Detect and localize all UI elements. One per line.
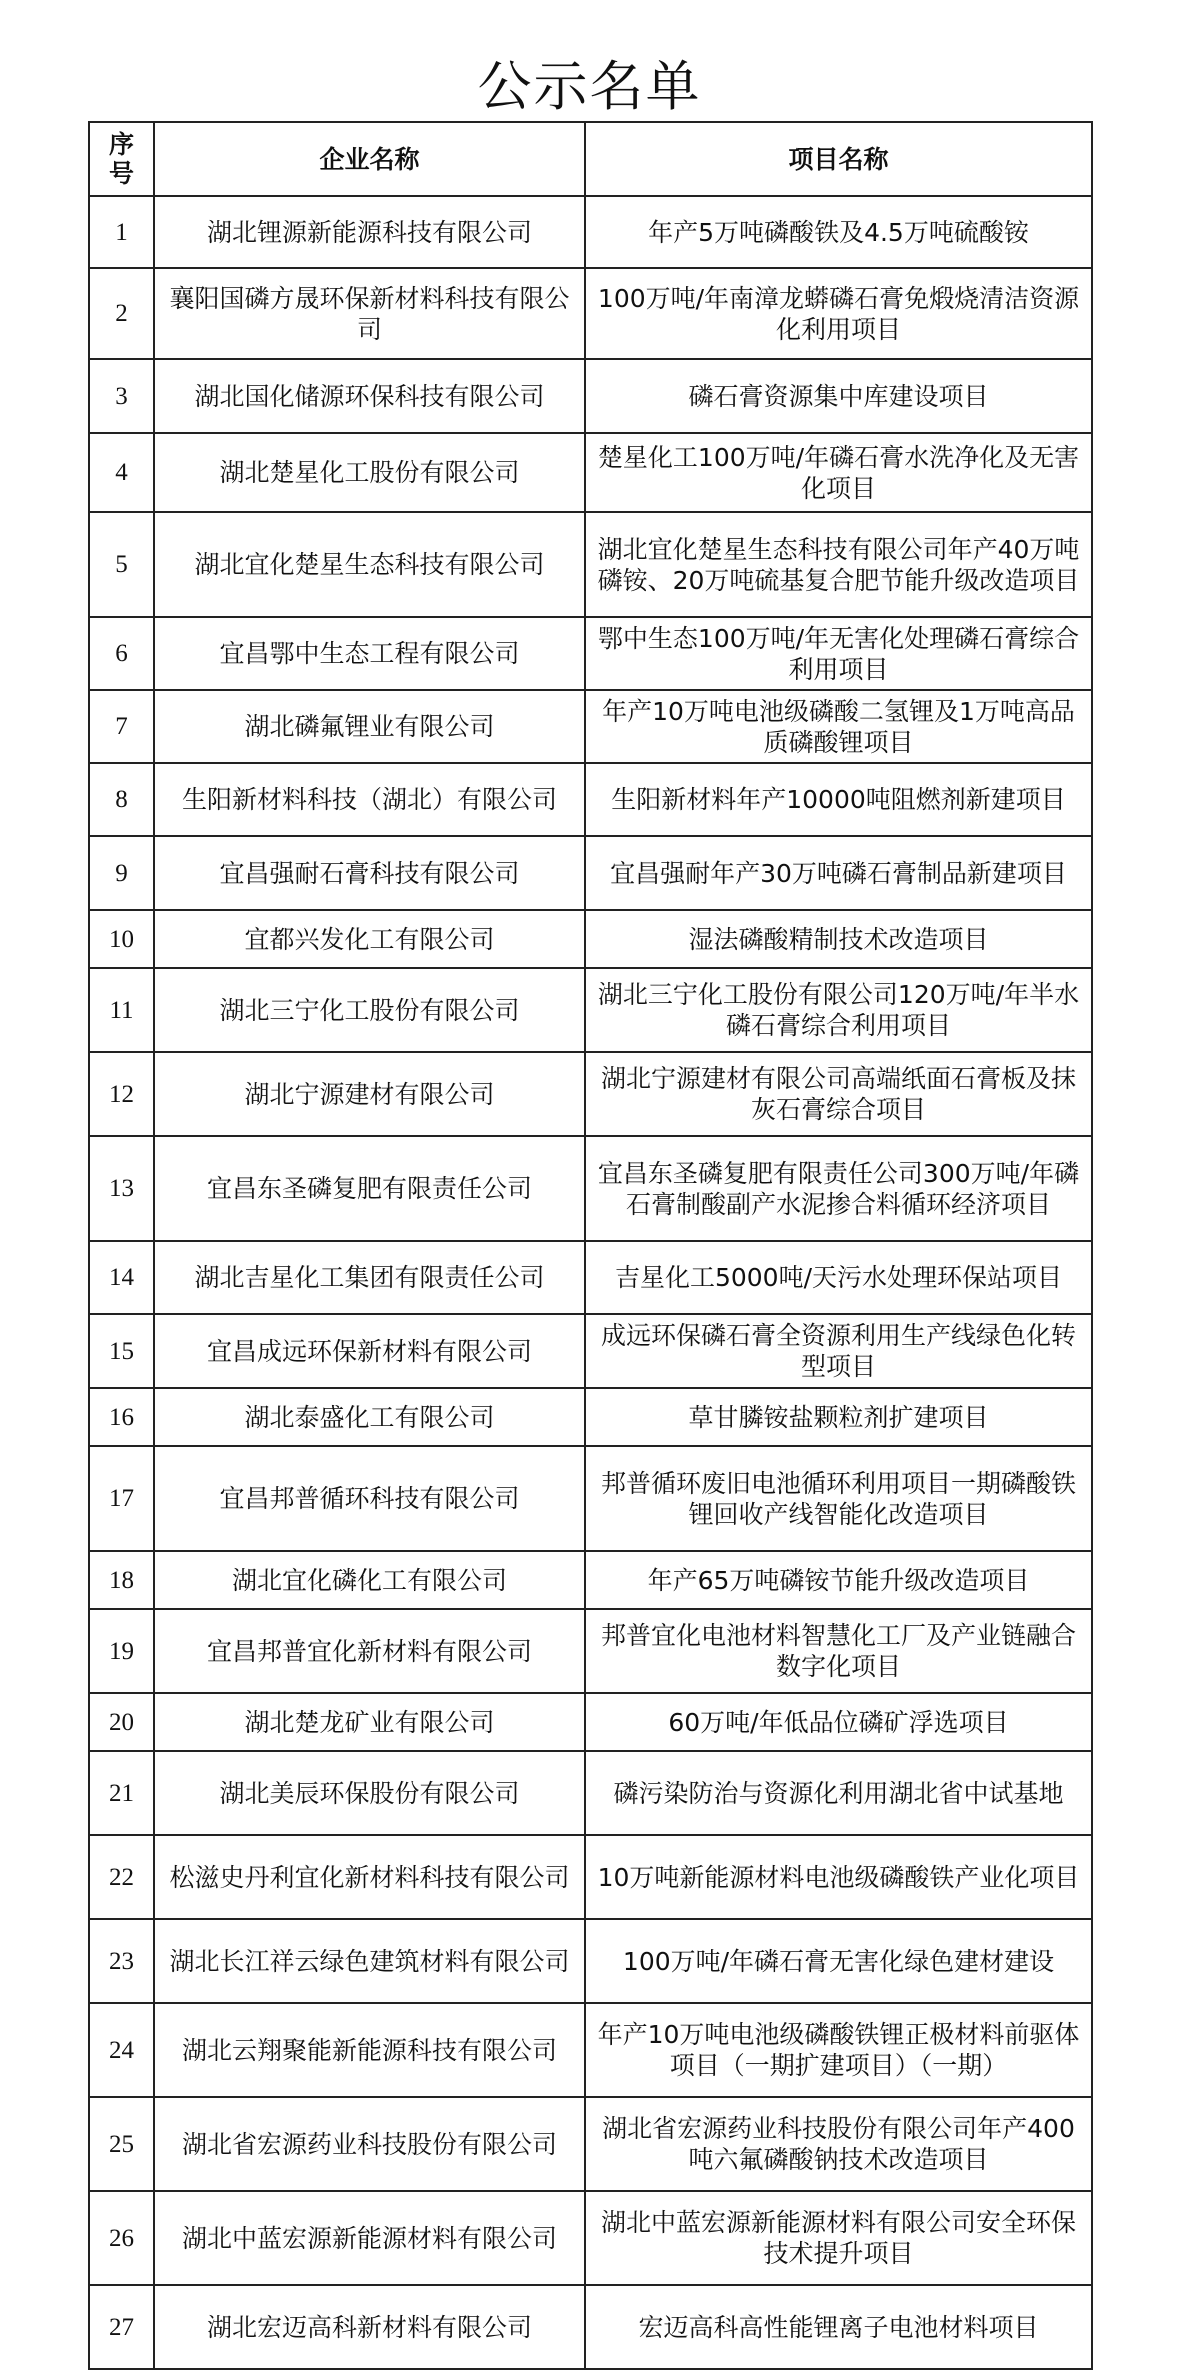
project-name: 年产5万吨磷酸铁及4.5万吨硫酸铵 [585,196,1092,268]
project-name: 生阳新材料年产10000吨阻燃剂新建项目 [585,763,1092,836]
project-name: 楚星化工100万吨/年磷石膏水洗净化及无害化项目 [585,433,1092,512]
company-name: 宜昌邦普宜化新材料有限公司 [154,1609,585,1693]
row-number: 3 [89,359,154,433]
project-name: 湖北三宁化工股份有限公司120万吨/年半水磷石膏综合利用项目 [585,968,1092,1052]
project-name: 吉星化工5000吨/天污水处理环保站项目 [585,1241,1092,1314]
company-name: 湖北美辰环保股份有限公司 [154,1751,585,1835]
project-name: 10万吨新能源材料电池级磷酸铁产业化项目 [585,1835,1092,1919]
table-row [89,690,1092,763]
table-row [89,1052,1092,1136]
row-number: 9 [89,836,154,910]
row-number: 27 [89,2285,154,2369]
table-row [89,1835,1092,1919]
table-row [89,1751,1092,1835]
table-header-row [89,122,1092,196]
row-number: 26 [89,2191,154,2285]
header-project: 项目名称 [585,122,1092,196]
project-name: 湖北宜化楚星生态科技有限公司年产40万吨磷铵、20万吨硫基复合肥节能升级改造项目 [585,512,1092,617]
table-row [89,763,1092,836]
header-company: 企业名称 [154,122,585,196]
row-number: 15 [89,1314,154,1388]
table-row [89,1241,1092,1314]
row-number: 23 [89,1919,154,2003]
table-row [89,196,1092,268]
project-name: 鄂中生态100万吨/年无害化处理磷石膏综合利用项目 [585,617,1092,690]
row-number: 25 [89,2097,154,2191]
project-name: 宏迈高科高性能锂离子电池材料项目 [585,2285,1092,2369]
company-name: 湖北泰盛化工有限公司 [154,1388,585,1446]
table-row [89,2191,1092,2285]
header-seq [89,122,154,196]
company-name: 湖北省宏源药业科技股份有限公司 [154,2097,585,2191]
table-row [89,1314,1092,1388]
project-name: 邦普宜化电池材料智慧化工厂及产业链融合数字化项目 [585,1609,1092,1693]
company-name: 湖北吉星化工集团有限责任公司 [154,1241,585,1314]
company-name: 湖北长江祥云绿色建筑材料有限公司 [154,1919,585,2003]
project-name: 100万吨/年磷石膏无害化绿色建材建设 [585,1919,1092,2003]
project-name: 宜昌强耐年产30万吨磷石膏制品新建项目 [585,836,1092,910]
project-name: 磷石膏资源集中库建设项目 [585,359,1092,433]
row-number: 18 [89,1551,154,1609]
row-number: 22 [89,1835,154,1919]
table-row [89,617,1092,690]
company-name: 宜昌鄂中生态工程有限公司 [154,617,585,690]
row-number: 5 [89,512,154,617]
company-name: 宜都兴发化工有限公司 [154,910,585,968]
company-name: 湖北宁源建材有限公司 [154,1052,585,1136]
table-row [89,512,1092,617]
company-name: 宜昌东圣磷复肥有限责任公司 [154,1136,585,1241]
project-name: 年产10万吨电池级磷酸铁锂正极材料前驱体项目（一期扩建项目）（一期） [585,2003,1092,2097]
row-number: 24 [89,2003,154,2097]
company-name: 湖北云翔聚能新能源科技有限公司 [154,2003,585,2097]
table-row [89,268,1092,359]
project-name: 湖北宁源建材有限公司高端纸面石膏板及抹灰石膏综合项目 [585,1052,1092,1136]
row-number: 8 [89,763,154,836]
project-name: 年产65万吨磷铵节能升级改造项目 [585,1551,1092,1609]
row-number: 21 [89,1751,154,1835]
project-name: 宜昌东圣磷复肥有限责任公司300万吨/年磷石膏制酸副产水泥掺合料循环经济项目 [585,1136,1092,1241]
project-name: 年产10万吨电池级磷酸二氢锂及1万吨高品质磷酸锂项目 [585,690,1092,763]
project-name: 磷污染防治与资源化利用湖北省中试基地 [585,1751,1092,1835]
table-row [89,1609,1092,1693]
project-name: 草甘膦铵盐颗粒剂扩建项目 [585,1388,1092,1446]
header-seq-line2: 号 [108,159,134,188]
table-row [89,1446,1092,1551]
company-name: 湖北宜化楚星生态科技有限公司 [154,512,585,617]
table-row [89,2285,1092,2369]
table-row [89,1919,1092,2003]
company-name: 湖北锂源新能源科技有限公司 [154,196,585,268]
row-number: 6 [89,617,154,690]
company-name: 生阳新材料科技（湖北）有限公司 [154,763,585,836]
company-name: 湖北中蓝宏源新能源材料有限公司 [154,2191,585,2285]
table-row [89,2097,1092,2191]
project-name: 湖北中蓝宏源新能源材料有限公司安全环保技术提升项目 [585,2191,1092,2285]
project-name: 成远环保磷石膏全资源利用生产线绿色化转型项目 [585,1314,1092,1388]
header-seq-line1: 序 [108,130,134,159]
project-name: 60万吨/年低品位磷矿浮选项目 [585,1693,1092,1751]
company-name: 襄阳国磷方晟环保新材料科技有限公司 [154,268,585,359]
company-name: 湖北国化储源环保科技有限公司 [154,359,585,433]
row-number: 11 [89,968,154,1052]
table-row [89,836,1092,910]
table-row [89,968,1092,1052]
company-name: 湖北三宁化工股份有限公司 [154,968,585,1052]
row-number: 17 [89,1446,154,1551]
table-row [89,1388,1092,1446]
company-name: 宜昌强耐石膏科技有限公司 [154,836,585,910]
table-row [89,1551,1092,1609]
row-number: 13 [89,1136,154,1241]
row-number: 7 [89,690,154,763]
row-number: 12 [89,1052,154,1136]
company-name: 宜昌成远环保新材料有限公司 [154,1314,585,1388]
row-number: 20 [89,1693,154,1751]
company-name: 宜昌邦普循环科技有限公司 [154,1446,585,1551]
company-name: 湖北楚龙矿业有限公司 [154,1693,585,1751]
table-row [89,910,1092,968]
project-name: 湖北省宏源药业科技股份有限公司年产400吨六氟磷酸钠技术改造项目 [585,2097,1092,2191]
table-row [89,359,1092,433]
company-name: 湖北宏迈高科新材料有限公司 [154,2285,585,2369]
page-title: 公示名单 [477,55,702,118]
row-number: 19 [89,1609,154,1693]
project-name: 湿法磷酸精制技术改造项目 [585,910,1092,968]
publicity-list-table [88,121,1093,2370]
table-row [89,1136,1092,1241]
company-name: 松滋史丹利宜化新材料科技有限公司 [154,1835,585,1919]
company-name: 湖北磷氟锂业有限公司 [154,690,585,763]
row-number: 2 [89,268,154,359]
table-row [89,2003,1092,2097]
row-number: 4 [89,433,154,512]
row-number: 10 [89,910,154,968]
company-name: 湖北楚星化工股份有限公司 [154,433,585,512]
company-name: 湖北宜化磷化工有限公司 [154,1551,585,1609]
table-row [89,433,1092,512]
table-row [89,1693,1092,1751]
project-name: 邦普循环废旧电池循环利用项目一期磷酸铁锂回收产线智能化改造项目 [585,1446,1092,1551]
project-name: 100万吨/年南漳龙蟒磷石膏免煅烧清洁资源化利用项目 [585,268,1092,359]
row-number: 16 [89,1388,154,1446]
row-number: 1 [89,196,154,268]
row-number: 14 [89,1241,154,1314]
